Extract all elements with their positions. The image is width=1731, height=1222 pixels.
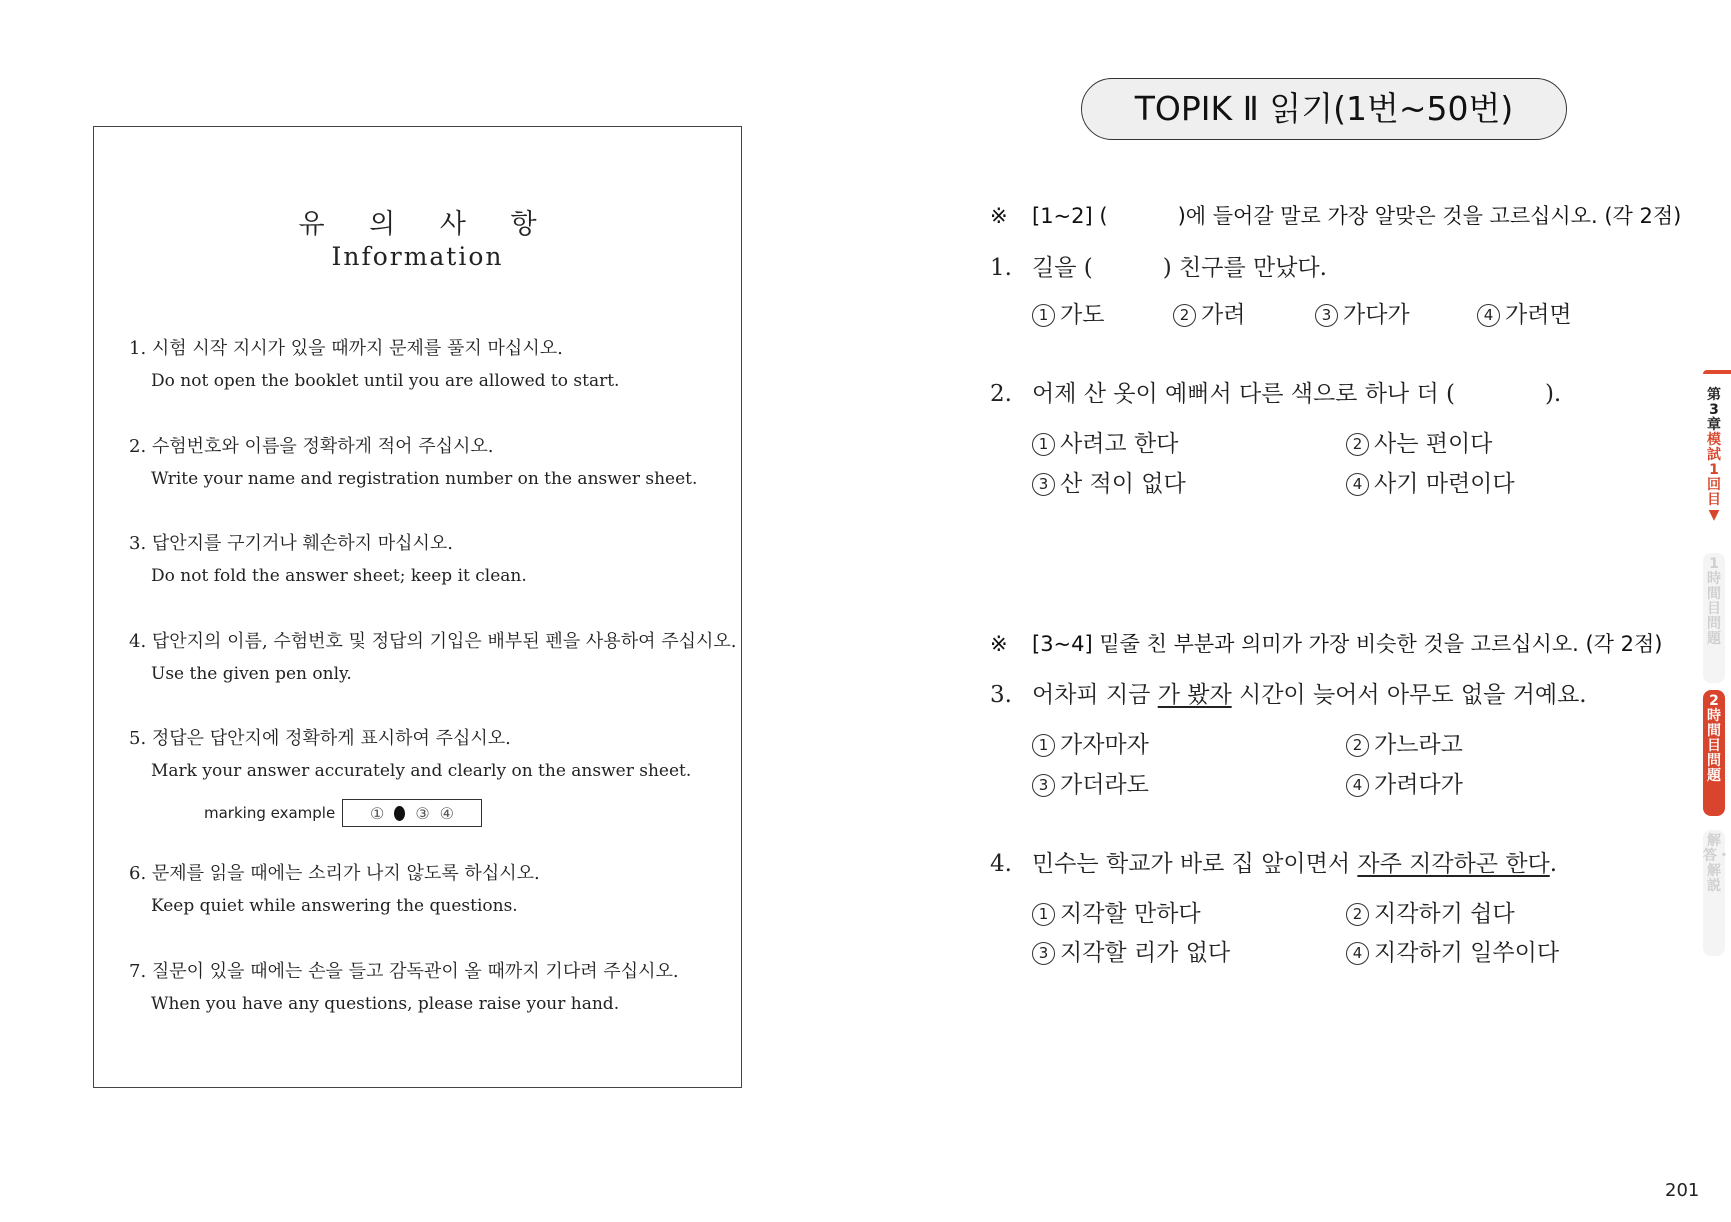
answer-option[interactable] — [1032, 726, 1149, 759]
info-item — [129, 960, 721, 1016]
reference-mark: ※ — [990, 204, 1008, 228]
question-text-pre: 어제 산 옷이 예뻐서 다른 색으로 하나 더 ( — [1032, 381, 1455, 407]
info-item — [129, 862, 721, 918]
option-number-icon: 2 — [1346, 734, 1369, 757]
info-item — [129, 532, 721, 588]
option-number-icon: 3 — [1032, 473, 1055, 496]
tab-label: 解答・解説 — [1703, 833, 1731, 894]
tab-part2-questions[interactable] — [1703, 690, 1725, 816]
option-number-icon: 1 — [1032, 433, 1055, 456]
option-text: 지각하기 쉽다 — [1374, 901, 1515, 927]
question-3 — [990, 676, 1587, 709]
question-text-pre: 어차피 지금 — [1032, 682, 1158, 708]
info-item-english: When you have any questions, please raise your hand. — [151, 994, 620, 1014]
option-text: 가느라고 — [1374, 732, 1463, 758]
instruction-text-post: )에 들어갈 말로 가장 알맞은 것을 고르십시오. (각 2점) — [1177, 204, 1682, 228]
tab-part1-questions[interactable] — [1703, 553, 1725, 683]
side-tab-accent — [1703, 370, 1731, 384]
option-number-icon: 3 — [1032, 942, 1055, 965]
option-text: 산 적이 없다 — [1060, 471, 1186, 497]
question-text-post: ) 친구를 만났다. — [1162, 255, 1327, 281]
info-item-korean: 5. 정답은 답안지에 정확하게 표시하여 주십시오. — [129, 728, 511, 749]
answer-option[interactable] — [1477, 296, 1572, 329]
tab-label: 2時間目 問題 — [1707, 693, 1721, 784]
option-number-icon: 2 — [1346, 433, 1369, 456]
option-number-icon: 3 — [1315, 304, 1338, 327]
tab-label: 1時間目 問題 — [1707, 556, 1721, 647]
question-number: 4. — [990, 851, 1012, 877]
answer-option[interactable] — [1032, 766, 1149, 799]
marking-example-box — [342, 799, 482, 827]
marking-example-label: marking example — [204, 804, 336, 822]
info-item-korean: 1. 시험 시작 지시가 있을 때까지 문제를 풀지 마십시오. — [129, 338, 563, 359]
option-text: 가다가 — [1343, 302, 1410, 328]
info-item-korean: 6. 문제를 읽을 때에는 소리가 나지 않도록 하십시오. — [129, 863, 540, 884]
answer-option[interactable] — [1315, 296, 1410, 329]
option-text: 가려다가 — [1374, 772, 1463, 798]
option-number-icon: 1 — [1032, 903, 1055, 926]
underlined-phrase: 자주 지각하곤 한다 — [1357, 851, 1550, 877]
info-item — [129, 435, 721, 491]
instruction-text-pre: [1~2] ( — [1032, 204, 1108, 228]
option-text: 사려고 한다 — [1060, 431, 1179, 457]
info-item-english: Write your name and registration number on the answer sheet. — [151, 469, 698, 489]
answer-option[interactable] — [1346, 465, 1515, 498]
info-item-korean: 2. 수험번호와 이름을 정확하게 적어 주십시오. — [129, 436, 494, 457]
option-number-icon: 4 — [1477, 304, 1500, 327]
tab-answers[interactable] — [1703, 830, 1731, 956]
question-number: 1. — [990, 255, 1012, 281]
info-item-korean: 3. 답안지를 구기거나 훼손하지 마십시오. — [129, 533, 453, 554]
info-item-english: Keep quiet while answering the questions. — [151, 896, 518, 916]
option-number-icon: 2 — [1346, 903, 1369, 926]
info-item-korean: 4. 답안지의 이름, 수험번호 및 정답의 기입은 배부된 펜을 사용하여 주십시오. — [129, 631, 737, 652]
option-text: 지각할 리가 없다 — [1060, 940, 1231, 966]
section-instruction — [990, 628, 1662, 658]
section-header: TOPIK Ⅱ 읽기(1번~50번) — [1081, 78, 1567, 140]
instruction-text: [3~4] 밑줄 친 부분과 의미가 가장 비슷한 것을 고르십시오. (각 2점) — [1032, 632, 1663, 656]
info-item-english: Do not fold the answer sheet; keep it clean. — [151, 566, 527, 586]
option-text: 가려 — [1201, 302, 1246, 328]
question-text-pre: 길을 ( — [1032, 255, 1093, 281]
option-text: 가려면 — [1505, 302, 1572, 328]
info-item-english: Do not open the booklet until you are allowed to start. — [151, 371, 620, 391]
reference-mark: ※ — [990, 632, 1008, 656]
option-number-icon: 4 — [1346, 774, 1369, 797]
info-item-english: Use the given pen only. — [151, 664, 352, 684]
option-number-icon: 3 — [1032, 774, 1055, 797]
answer-option[interactable] — [1346, 895, 1515, 928]
question-text-pre: 민수는 학교가 바로 집 앞이면서 — [1032, 851, 1358, 877]
chapter-tab[interactable] — [1703, 388, 1725, 523]
underlined-phrase: 가 봤자 — [1157, 682, 1232, 708]
question-2 — [990, 375, 1561, 408]
question-4 — [990, 845, 1557, 878]
option-text: 사는 편이다 — [1374, 431, 1493, 457]
info-title-english: Information — [331, 242, 504, 271]
answer-option[interactable] — [1032, 895, 1201, 928]
option-text: 가자마자 — [1060, 732, 1149, 758]
option-text: 지각하기 일쑤이다 — [1374, 940, 1560, 966]
option-number-icon: 2 — [1173, 304, 1196, 327]
section-instruction — [990, 200, 1681, 230]
info-item — [129, 727, 721, 783]
option-number-icon: 1 — [1032, 304, 1055, 327]
chapter-label: 第3章 — [1707, 387, 1721, 433]
answer-option[interactable] — [1032, 934, 1230, 967]
information-box — [93, 126, 742, 1088]
question-number: 3. — [990, 682, 1012, 708]
answer-option[interactable] — [1346, 766, 1463, 799]
answer-option[interactable] — [1173, 296, 1245, 329]
marking-option: ④ — [439, 803, 455, 823]
page-number: 201 — [1665, 1180, 1700, 1201]
marking-option: ③ — [415, 803, 430, 823]
marking-option: ① — [369, 803, 385, 823]
info-item — [129, 337, 721, 393]
option-text: 가더라도 — [1060, 772, 1149, 798]
answer-option[interactable] — [1032, 425, 1178, 458]
option-text: 사기 마련이다 — [1374, 471, 1515, 497]
question-text-post: . — [1549, 851, 1558, 877]
answer-option[interactable] — [1346, 726, 1463, 759]
info-item — [129, 630, 737, 686]
answer-option[interactable] — [1346, 425, 1492, 458]
chapter-sublabel: 模試1回目▼ — [1707, 432, 1721, 523]
option-number-icon: 1 — [1032, 734, 1055, 757]
info-item-english: Mark your answer accurately and clearly on the answer sheet. — [151, 761, 692, 781]
answer-option[interactable] — [1346, 934, 1559, 967]
question-1 — [990, 249, 1327, 282]
option-text: 지각할 만하다 — [1060, 901, 1201, 927]
answer-option[interactable] — [1032, 296, 1104, 329]
option-number-icon: 4 — [1346, 942, 1369, 965]
filled-mark-icon — [394, 806, 405, 821]
answer-option[interactable] — [1032, 465, 1186, 498]
question-number: 2. — [990, 381, 1012, 407]
option-text: 가도 — [1060, 302, 1105, 328]
info-item-korean: 7. 질문이 있을 때에는 손을 들고 감독관이 올 때까지 기다려 주십시오. — [129, 961, 679, 982]
info-title-korean: 유 의 사 항 — [298, 209, 555, 240]
question-text-post: ). — [1544, 381, 1562, 407]
option-number-icon: 4 — [1346, 473, 1369, 496]
question-text-post: 시간이 늦어서 아무도 없을 거예요. — [1231, 682, 1587, 708]
